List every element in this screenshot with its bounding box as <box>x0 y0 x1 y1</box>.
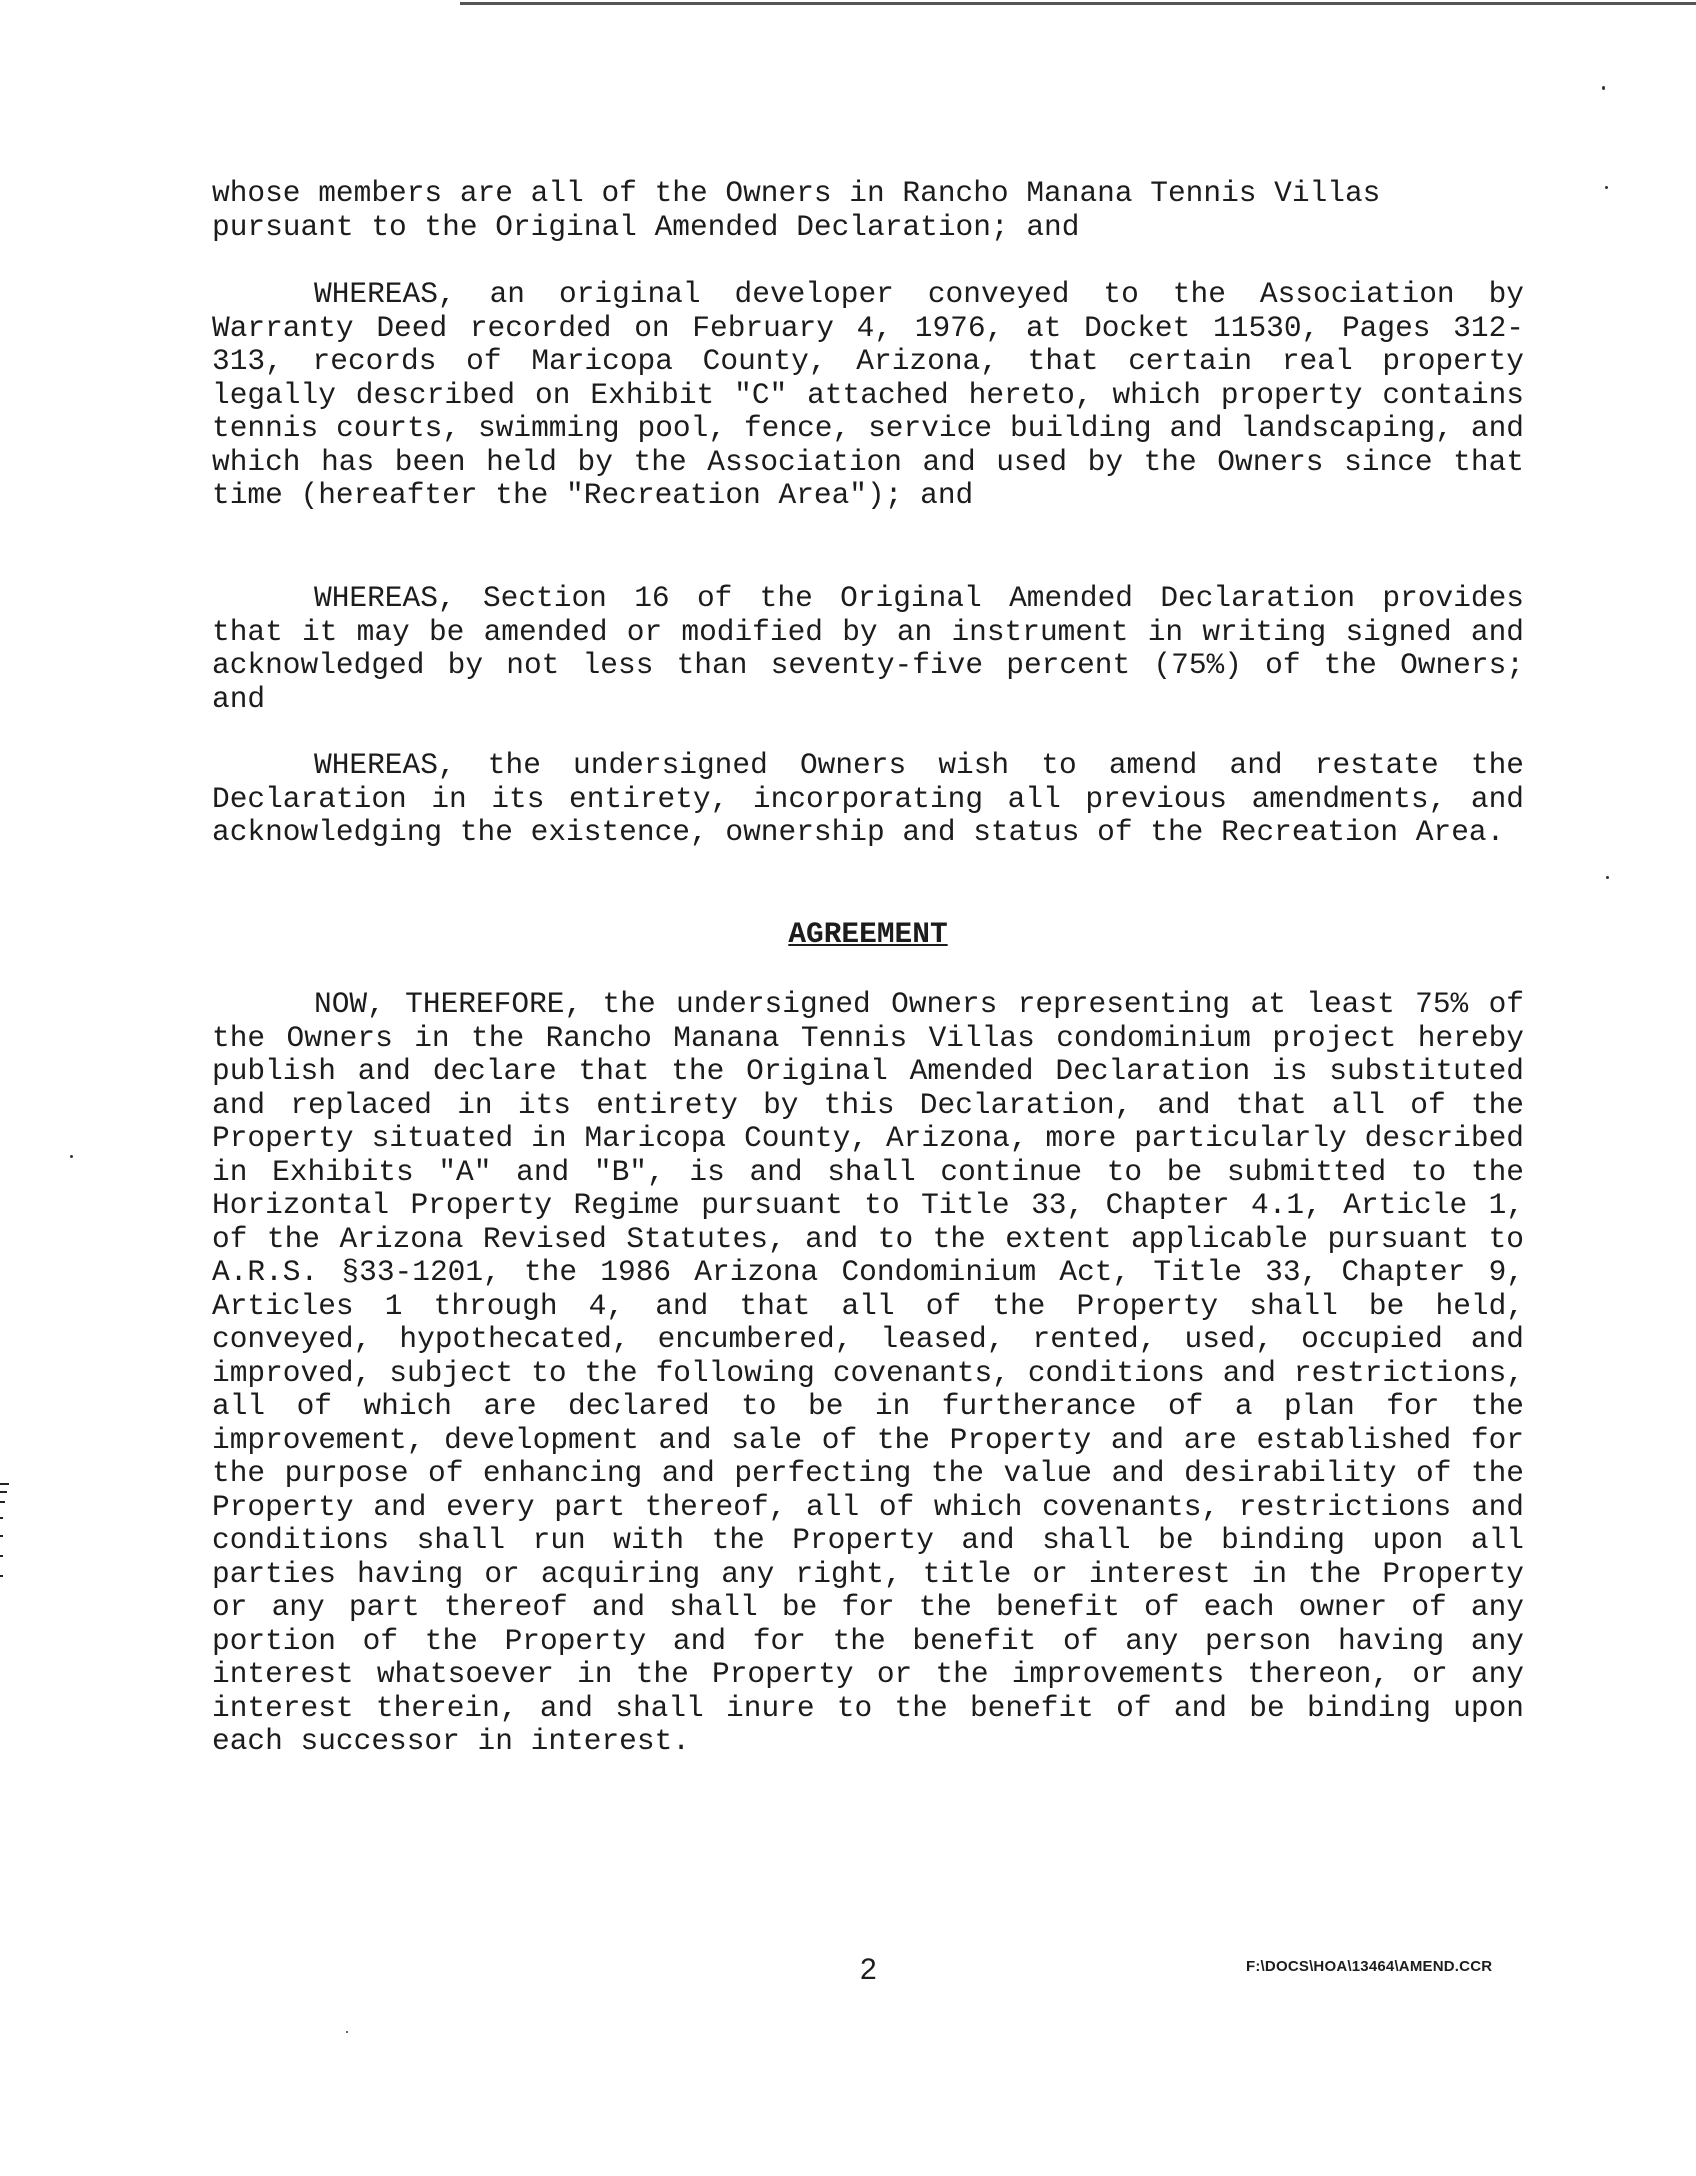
page-number: 2 <box>860 1953 877 1986</box>
paragraph-continuation: whose members are all of the Owners in Rancho Manana Tennis Villas pursuant to the Original Amended Declaration; and <box>212 176 1381 244</box>
paragraph-whereas-restate: WHEREAS, the undersigned Owners wish to amend and restate the Declaration in its entirety, incorporating all previous amendments, and acknowledging the existence, ownership and status of the Recreation Area. <box>212 748 1524 849</box>
scan-speck <box>1602 86 1605 90</box>
scan-mark <box>0 1501 5 1503</box>
scan-mark <box>0 1555 3 1557</box>
file-path-footer: F:\DOCS\HOA\13464\AMEND.CCR <box>1246 1958 1493 1975</box>
paragraph-whereas-section-16: WHEREAS, Section 16 of the Original Amended Declaration provides that it may be amended or modified by an instrument in writing signed and acknowledged by not less than seventy-five percent (75%) of the Owners; and <box>212 581 1524 716</box>
scan-speck <box>70 1155 73 1158</box>
scan-mark <box>0 1483 9 1485</box>
scan-speck <box>1605 186 1608 189</box>
left-margin-scan-marks <box>0 1483 10 1583</box>
scan-mark <box>0 1575 3 1577</box>
scan-mark <box>0 1491 7 1493</box>
paragraph-agreement: NOW, THEREFORE, the undersigned Owners representing at least 75% of the Owners in the Rancho Manana Tennis Villas condominium project hereby publish and declare that the Original Amended Declaration is substituted and replaced in its entirety by this Declaration, and that all of the Property situated in Maricopa County, Arizona, more particularly described in Exhibits "A" and "B", is and shall continue to be submitted to the Horizontal Property Regime pursuant to Title 33, Chapter 4.1, Article 1, of the Arizona Revised Statutes, and to the extent applicable pursuant to A.R.S. §33-1201, the 1986 Arizona Condominium Act, Title 33, Chapter 9, Articles 1 through 4, and that all of the Property shall be held, conveyed, hypothecated, encumbered, leased, rented, used, occupied and improved, subject to the following covenants, conditions and restrictions, all of which are declared to be in furtherance of a plan for the improvement, development and sale of the Property and are established for the purpose of enhancing and perfecting the value and desirability of the Property and every part thereof, all of which covenants, restrictions and conditions shall run with the Property and shall be binding upon all parties having or acquiring any right, title or interest in the Property or any part thereof and shall be for the benefit of each owner of any portion of the Property and for the benefit of any person having any interest whatsoever in the Property or the improvements thereon, or any interest therein, and shall inure to the benefit of and be binding upon each successor in interest. <box>212 987 1524 1758</box>
scan-mark <box>0 1535 3 1537</box>
paragraph-whereas-warranty-deed: WHEREAS, an original developer conveyed to the Association by Warranty Deed recorded on February 4, 1976, at Docket 11530, Pages 312-313, records of Maricopa County, Arizona, that certain real property legally described on Exhibit "C" attached hereto, which property contains tennis courts, swimming pool, fence, service building and landscaping, and which has been held by the Association and used by the Owners since that time (hereafter the "Recreation Area"); and <box>212 277 1524 512</box>
scan-mark <box>0 1517 3 1519</box>
scan-speck <box>1606 876 1609 879</box>
agreement-heading: AGREEMENT <box>788 917 948 951</box>
top-scan-edge-rule <box>460 2 1696 5</box>
scan-speck <box>346 2031 348 2033</box>
